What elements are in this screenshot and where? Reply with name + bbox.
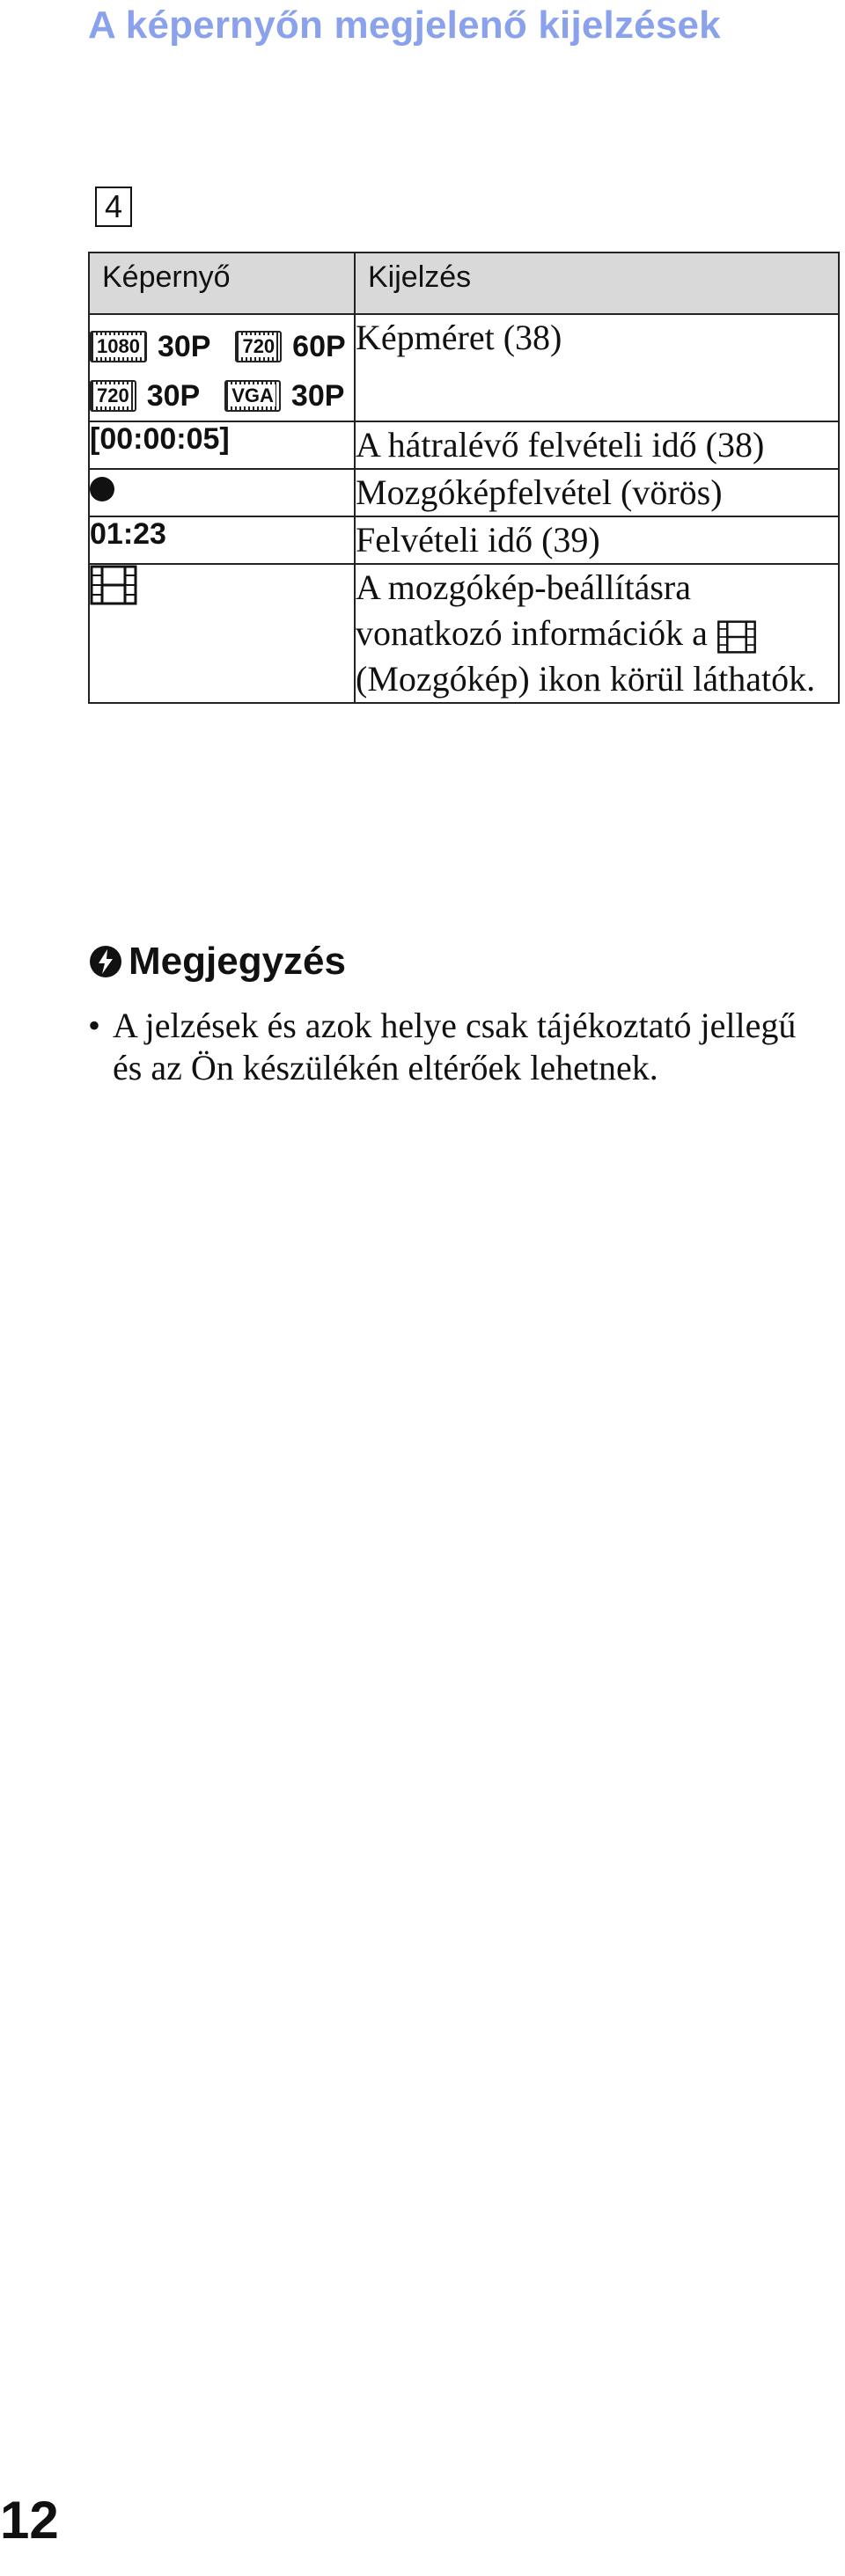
note-list <box>88 1005 827 1089</box>
list-item: • A jelzések és azok helye csak tájékoztató jellegű és az Ön készülékén eltérőek lehetnek. <box>88 1005 827 1089</box>
movie-size-720-icon: 720 <box>90 380 136 412</box>
table-row <box>89 469 839 516</box>
movie-settings-desc-pre: A mozgókép-beállításra vonatkozó információk a <box>356 567 708 653</box>
display-table <box>88 252 840 704</box>
note-heading <box>88 940 346 984</box>
table-header-row <box>89 252 839 314</box>
fps-label: 60P <box>292 329 346 363</box>
fps-label: 30P <box>146 378 201 413</box>
page-title: A képernyőn megjelenő kijelzések <box>88 4 721 47</box>
record-desc: Mozgóképfelvétel (vörös) <box>355 469 839 516</box>
movie-size-720-icon: 720 <box>235 331 282 362</box>
fps-label: 30P <box>290 378 345 413</box>
movie-settings-desc <box>355 564 839 703</box>
movie-film-icon <box>716 620 757 654</box>
recording-time-desc: Felvételi idő (39) <box>355 516 839 564</box>
section-number-box: 4 <box>95 187 132 227</box>
note-heading-text: Megjegyzés <box>129 940 346 983</box>
movie-icon-cell <box>89 564 355 703</box>
image-size-icons-cell <box>89 314 355 421</box>
movie-size-1080-icon: 1080 <box>90 331 147 362</box>
col-header-screen: Képernyő <box>89 252 355 314</box>
record-dot-icon <box>90 477 114 501</box>
image-size-desc: Képméret (38) <box>355 314 839 421</box>
page-number: 12 <box>0 2491 59 2550</box>
recording-time-indicator: 01:23 <box>89 516 355 564</box>
table-row <box>89 314 839 421</box>
col-header-display: Kijelzés <box>355 252 839 314</box>
table-row <box>89 516 839 564</box>
movie-film-icon <box>90 565 137 605</box>
record-indicator-cell <box>89 469 355 516</box>
note-mark-icon <box>88 944 123 979</box>
fps-label: 30P <box>157 329 211 363</box>
movie-settings-desc-post: (Mozgókép) ikon körül láthatók. <box>356 659 816 699</box>
remaining-time-desc: A hátralévő felvételi idő (38) <box>355 421 839 469</box>
table-row <box>89 564 839 703</box>
table-row <box>89 421 839 469</box>
movie-size-vga-icon: VGA <box>224 380 281 412</box>
remaining-time-indicator: [00:00:05] <box>89 421 355 469</box>
